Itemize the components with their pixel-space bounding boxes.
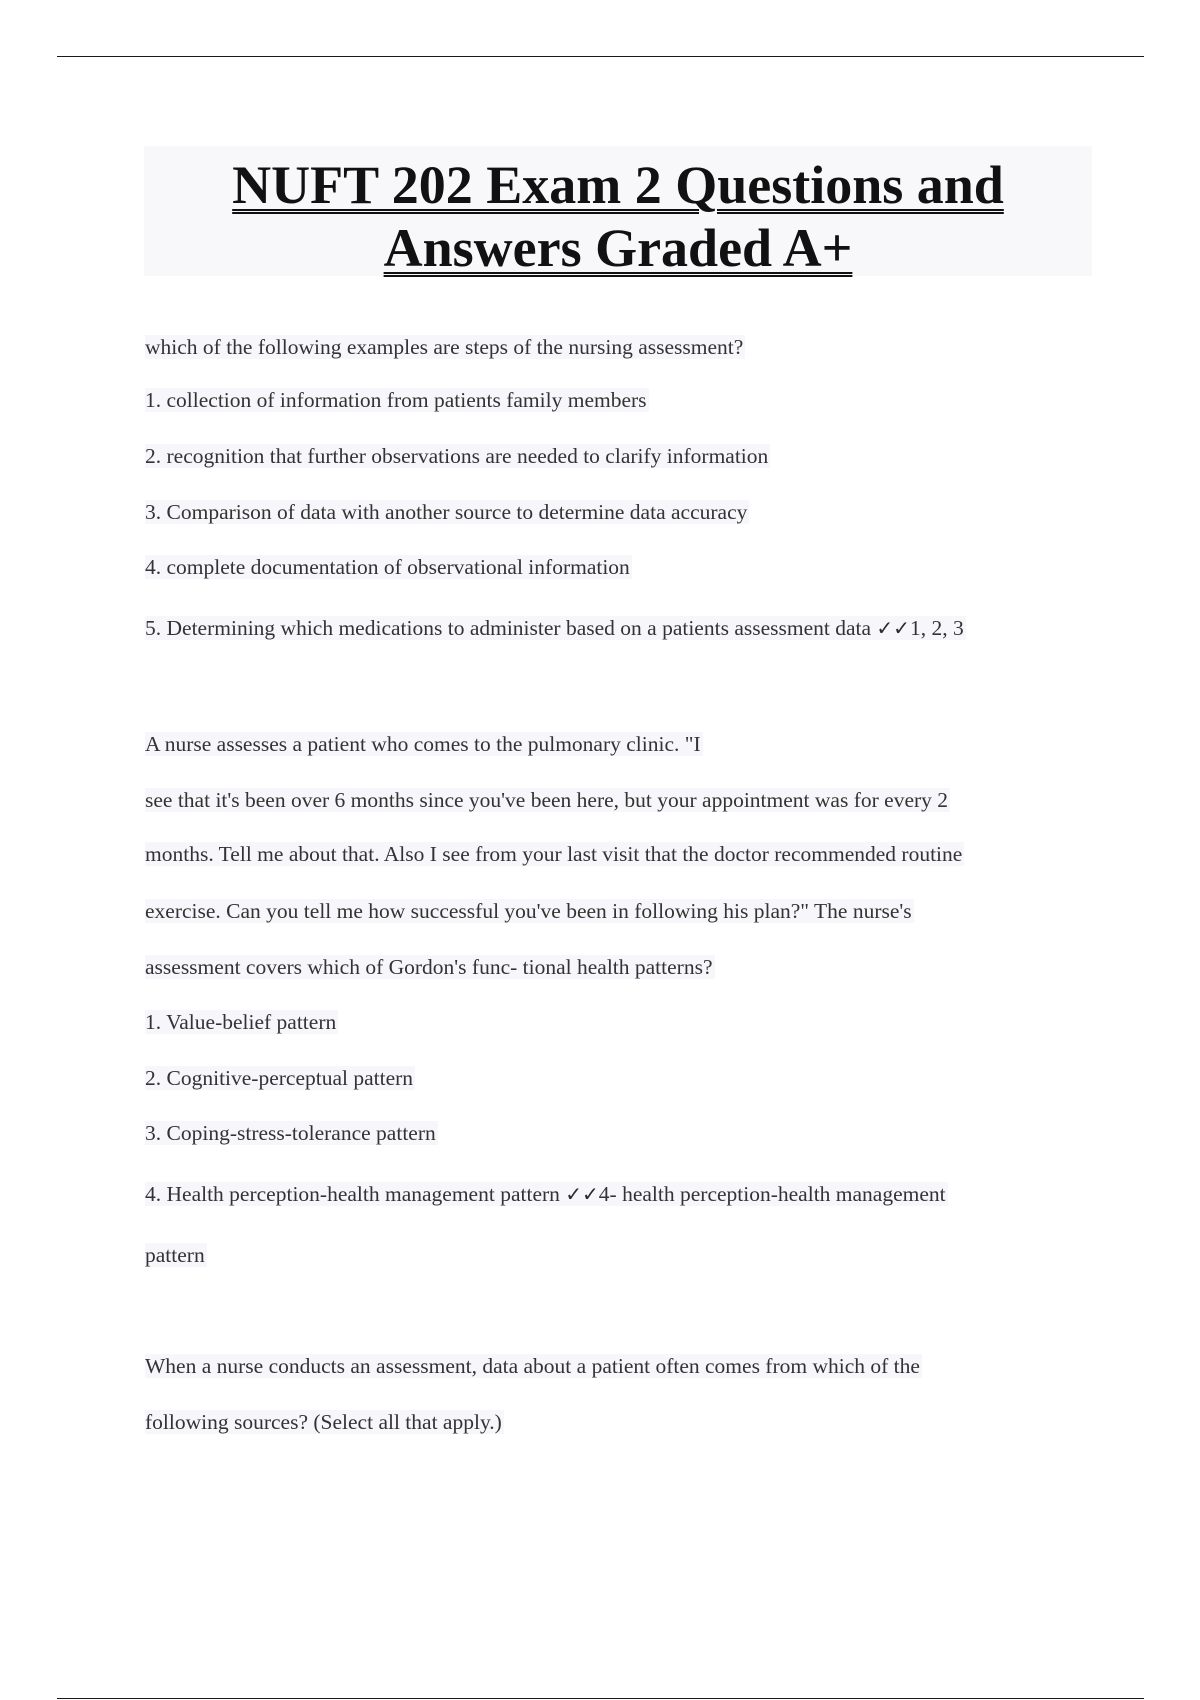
- question-2-answer: 4- health perception-health management: [598, 1182, 946, 1206]
- question-1-option-5: 5. Determining which medications to administer based on a patients assessment data: [145, 616, 872, 640]
- question-2-stem-line-5: assessment covers which of Gordon's func- tional health patterns?: [145, 955, 713, 979]
- question-2-option-4: 4. Health perception-health management pattern: [145, 1182, 560, 1206]
- question-2-stem-line-3: months. Tell me about that. Also I see from your last visit that the doctor recommended routine: [145, 842, 963, 866]
- double-check-icon: ✓✓: [565, 1182, 599, 1206]
- question-2-option-4-with-answer: [145, 1180, 948, 1208]
- question-2-stem-line-1: A nurse assesses a patient who comes to the pulmonary clinic. "I: [145, 732, 701, 756]
- question-1-option-2: 2. recognition that further observations are needed to clarify information: [145, 444, 769, 468]
- top-rule: [57, 56, 1144, 57]
- question-2-answer-continued: pattern: [145, 1243, 205, 1267]
- bottom-rule: [57, 1698, 1144, 1699]
- question-3-stem-line-2: following sources? (Select all that apply.): [145, 1410, 502, 1434]
- double-check-icon: ✓✓: [876, 616, 910, 640]
- question-2-stem-line-4: exercise. Can you tell me how successful you've been in following his plan?" The nurse's: [145, 899, 912, 923]
- question-2-stem-line-2: see that it's been over 6 months since you've been here, but your appointment was for every 2: [145, 788, 949, 812]
- question-1-option-5-with-answer: [145, 614, 966, 642]
- question-1-stem: which of the following examples are steps of the nursing assessment?: [145, 335, 744, 359]
- document-title-line-2: Answers Graded A+: [383, 218, 853, 278]
- title-box: [144, 146, 1092, 276]
- question-3-stem-line-1: When a nurse conducts an assessment, data about a patient often comes from which of the: [145, 1354, 920, 1378]
- question-1-option-4: 4. complete documentation of observational information: [145, 555, 630, 579]
- question-1-option-3: 3. Comparison of data with another source to determine data accuracy: [145, 500, 748, 524]
- question-2-option-3: 3. Coping-stress-tolerance pattern: [145, 1121, 436, 1145]
- question-1-answer: 1, 2, 3: [909, 616, 964, 640]
- question-1-option-1: 1. collection of information from patients family members: [145, 388, 647, 412]
- document-title-line-1: NUFT 202 Exam 2 Questions and: [232, 155, 1004, 215]
- question-2-option-1: 1. Value-belief pattern: [145, 1010, 337, 1034]
- question-2-option-2: 2. Cognitive-perceptual pattern: [145, 1066, 414, 1090]
